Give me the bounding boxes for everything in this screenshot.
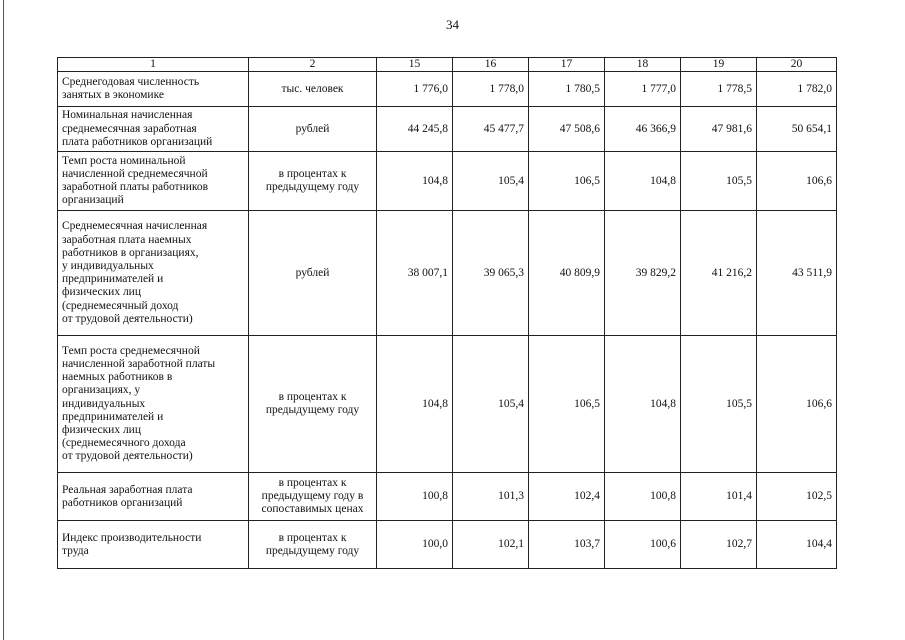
indicator-cell	[58, 152, 249, 211]
value-cell: 106,5	[529, 336, 605, 473]
statistics-table	[57, 57, 837, 569]
unit-cell	[249, 521, 377, 569]
value-cell: 1 778,5	[681, 72, 757, 107]
value-cell: 103,7	[529, 521, 605, 569]
cell-line: в процентах к	[278, 168, 347, 180]
value-cell: 47 981,6	[681, 107, 757, 152]
value-cell: 104,8	[605, 336, 681, 473]
unit-cell	[249, 336, 377, 473]
unit-cell	[249, 152, 377, 211]
cell-line: заработной платы работников	[62, 181, 209, 194]
cell-line: предыдущему году	[265, 544, 360, 557]
value-cell: 39 065,3	[453, 211, 529, 336]
table-row	[58, 336, 837, 473]
header-cell: 17	[529, 58, 605, 72]
indicator-cell	[58, 473, 249, 521]
indicator-cell	[58, 107, 249, 152]
cell-line: физических лиц	[62, 424, 141, 436]
value-cell: 43 511,9	[757, 211, 837, 336]
table-row	[58, 521, 837, 569]
cell-line: Реальная заработная плата	[62, 483, 193, 496]
indicator-cell	[58, 336, 249, 473]
cell-line: в процентах к	[278, 391, 347, 403]
cell-line: сопоставимых ценах	[261, 503, 364, 516]
unit-cell	[249, 211, 377, 336]
value-cell: 104,4	[757, 521, 837, 569]
cell-line: начисленной заработной платы	[62, 357, 216, 370]
cell-line: (среднемесячный доход	[62, 299, 179, 312]
value-cell: 40 809,9	[529, 211, 605, 336]
table-row	[58, 473, 837, 521]
indicator-cell	[58, 521, 249, 569]
cell-line: Индекс производительности	[62, 531, 202, 544]
unit-cell	[249, 72, 377, 107]
unit-cell	[249, 473, 377, 521]
value-cell: 1 780,5	[529, 72, 605, 107]
value-cell: 104,8	[377, 152, 453, 211]
cell-line: заработная плата наемных	[62, 233, 192, 246]
value-cell: 102,1	[453, 521, 529, 569]
cell-line: тыс. человек	[281, 82, 344, 95]
header-cell: 20	[757, 58, 837, 72]
value-cell: 41 216,2	[681, 211, 757, 336]
cell-line: от трудовой деятельности)	[62, 450, 193, 463]
table-row	[58, 211, 837, 336]
cell-line: Среднемесячная начисленная	[62, 220, 208, 233]
value-cell: 38 007,1	[377, 211, 453, 336]
value-cell: 101,4	[681, 473, 757, 521]
unit-cell	[249, 107, 377, 152]
value-cell: 104,8	[377, 336, 453, 473]
cell-line: рублей	[295, 122, 330, 135]
cell-line: Среднегодовая численность	[62, 76, 200, 88]
cell-line: организаций	[62, 194, 124, 207]
value-cell: 105,4	[453, 336, 529, 473]
value-cell: 102,4	[529, 473, 605, 521]
cell-line: плата работников организаций	[62, 135, 213, 148]
cell-line: занятых в экономике	[62, 89, 164, 102]
cell-line: предпринимателей и	[62, 273, 164, 286]
cell-line: от трудовой деятельности)	[62, 312, 193, 325]
cell-line: начисленной среднемесячной	[62, 168, 208, 180]
cell-line: Темп роста номинальной	[62, 154, 186, 167]
page-edge-line	[3, 0, 4, 640]
cell-line: у индивидуальных	[62, 260, 154, 272]
value-cell: 100,0	[377, 521, 453, 569]
cell-line: в процентах к	[278, 476, 347, 489]
value-cell: 1 777,0	[605, 72, 681, 107]
header-cell: 19	[681, 58, 757, 72]
cell-line: физических лиц	[62, 286, 141, 299]
header-cell: 15	[377, 58, 453, 72]
cell-line: (среднемесячного дохода	[62, 437, 186, 450]
value-cell: 1 776,0	[377, 72, 453, 107]
table-row	[58, 152, 837, 211]
cell-line: работников организаций	[62, 496, 183, 509]
cell-line: труда	[62, 544, 89, 557]
indicator-cell	[58, 72, 249, 107]
value-cell: 101,3	[453, 473, 529, 521]
value-cell: 106,6	[757, 152, 837, 211]
header-cell: 1	[58, 58, 249, 72]
cell-line: предыдущему году в	[261, 490, 364, 503]
cell-line: рублей	[295, 266, 330, 279]
page-number: 34	[446, 17, 459, 32]
header-cell: 18	[605, 58, 681, 72]
value-cell: 47 508,6	[529, 107, 605, 152]
value-cell: 100,6	[605, 521, 681, 569]
value-cell: 104,8	[605, 152, 681, 211]
value-cell: 44 245,8	[377, 107, 453, 152]
cell-line: наемных работников в	[62, 371, 173, 384]
header-row	[58, 58, 837, 72]
table-row	[58, 107, 837, 152]
cell-line: Темп роста среднемесячной	[62, 344, 200, 357]
value-cell: 46 366,9	[605, 107, 681, 152]
value-cell: 105,5	[681, 336, 757, 473]
cell-line: индивидуальных	[62, 397, 146, 410]
table-row	[58, 72, 837, 107]
value-cell: 1 778,0	[453, 72, 529, 107]
value-cell: 105,5	[681, 152, 757, 211]
value-cell: 100,8	[377, 473, 453, 521]
value-cell: 100,8	[605, 473, 681, 521]
value-cell: 105,4	[453, 152, 529, 211]
value-cell: 102,7	[681, 521, 757, 569]
cell-line: в процентах к	[278, 531, 347, 544]
header-cell: 2	[249, 58, 377, 72]
cell-line: предыдущему году	[265, 404, 360, 417]
cell-line: организациях, у	[62, 384, 141, 397]
cell-line: Номинальная начисленная	[62, 109, 193, 122]
value-cell: 106,5	[529, 152, 605, 211]
indicator-cell	[58, 211, 249, 336]
header-cell: 16	[453, 58, 529, 72]
cell-line: предыдущему году	[265, 181, 360, 194]
value-cell: 102,5	[757, 473, 837, 521]
value-cell: 50 654,1	[757, 107, 837, 152]
value-cell: 1 782,0	[757, 72, 837, 107]
cell-line: среднемесячная заработная	[62, 122, 197, 135]
value-cell: 39 829,2	[605, 211, 681, 336]
cell-line: предпринимателей и	[62, 410, 164, 423]
value-cell: 106,6	[757, 336, 837, 473]
value-cell: 45 477,7	[453, 107, 529, 152]
cell-line: работников в организациях,	[62, 246, 199, 259]
